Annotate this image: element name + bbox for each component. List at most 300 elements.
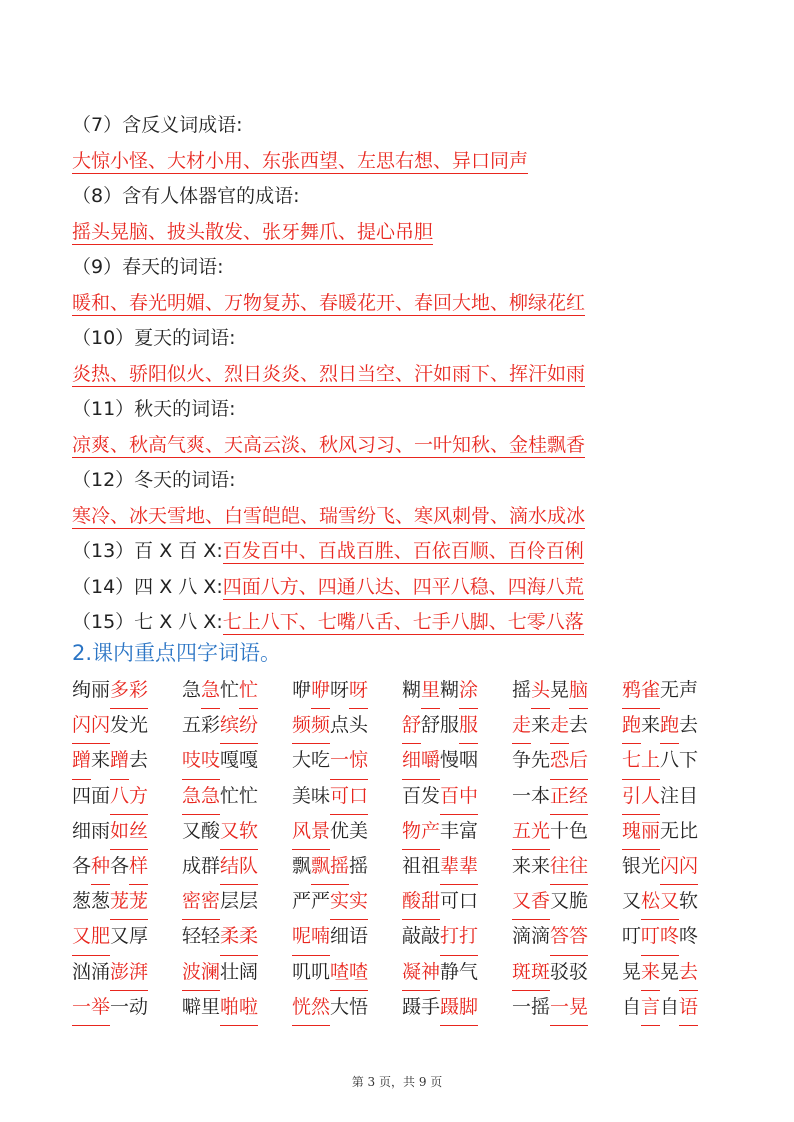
given-character: 美 bbox=[292, 784, 312, 807]
category-heading: （15）七 X 八 X: bbox=[72, 611, 223, 633]
given-character: 飘 bbox=[292, 854, 312, 877]
filled-character: 茏 bbox=[129, 884, 148, 920]
filled-character: 湃 bbox=[129, 955, 148, 991]
filled-character: 啦 bbox=[239, 990, 258, 1026]
given-character: 忙 bbox=[220, 679, 240, 701]
given-character: 晃 bbox=[622, 960, 642, 983]
word-item bbox=[292, 708, 402, 743]
filled-character: 纷 bbox=[239, 708, 258, 744]
filled-character: 实 bbox=[330, 884, 349, 920]
filled-character: 飘 bbox=[311, 849, 330, 885]
given-character: 敲 bbox=[421, 925, 441, 948]
filled-character: 八 bbox=[110, 779, 129, 815]
given-character: 手 bbox=[421, 995, 441, 1018]
filled-character: 七 bbox=[622, 743, 641, 779]
given-character: 丽 bbox=[91, 679, 111, 701]
filled-character: 一 bbox=[330, 743, 349, 779]
inline-category-row bbox=[72, 534, 732, 570]
given-character: 下 bbox=[679, 749, 699, 772]
given-character: 酸 bbox=[201, 819, 221, 842]
word-item bbox=[182, 884, 292, 919]
given-character: 发 bbox=[421, 784, 441, 807]
filled-character: 跑 bbox=[622, 708, 641, 744]
answer-text: 摇头晃脑、披头散发、张牙舞爪、提心吊胆 bbox=[72, 220, 434, 243]
given-character: 叽 bbox=[311, 960, 331, 983]
given-character: 一 bbox=[512, 995, 532, 1018]
word-item bbox=[292, 955, 402, 990]
given-character: 糊 bbox=[440, 679, 460, 701]
category-heading: （11）秋天的词语: bbox=[72, 398, 236, 420]
filled-character: 喃 bbox=[311, 919, 330, 955]
filled-character: 蹭 bbox=[110, 743, 129, 779]
given-character: 里 bbox=[201, 995, 221, 1018]
filled-character: 脑 bbox=[569, 673, 588, 709]
word-item bbox=[402, 673, 512, 708]
filled-character: 结 bbox=[220, 849, 239, 885]
word-item bbox=[182, 919, 292, 954]
category-heading: （14）四 X 八 X: bbox=[72, 575, 223, 598]
word-item bbox=[292, 814, 402, 849]
answer-text: 四面八方、四通八达、四平八稳、四海八荒 bbox=[222, 575, 584, 598]
word-item bbox=[182, 673, 292, 708]
word-item bbox=[622, 955, 732, 990]
word-item bbox=[402, 919, 512, 954]
answer-text: 暖和、春光明媚、万物复苏、春暖花开、春回大地、柳绿花红 bbox=[72, 291, 586, 314]
given-character: 驳 bbox=[569, 960, 589, 983]
word-item bbox=[402, 743, 512, 778]
word-item bbox=[402, 814, 512, 849]
given-character: 壮 bbox=[220, 960, 240, 983]
filled-character: 言 bbox=[641, 990, 660, 1026]
filled-character: 舒 bbox=[402, 708, 421, 744]
given-character: 噼 bbox=[182, 995, 202, 1018]
given-character: 吃 bbox=[311, 749, 331, 772]
given-character: 轻 bbox=[201, 925, 221, 948]
word-item bbox=[182, 955, 292, 990]
answer-text: 七上八下、七嘴八舌、七手八脚、七零八落 bbox=[222, 611, 584, 633]
given-character: 美 bbox=[349, 819, 369, 842]
word-item bbox=[622, 743, 732, 778]
filled-character: 澜 bbox=[201, 955, 220, 991]
word-item bbox=[72, 955, 182, 990]
category-heading: （9）春天的词语: bbox=[72, 256, 224, 278]
category-answer bbox=[72, 357, 732, 393]
filled-character: 服 bbox=[459, 708, 478, 744]
filled-character: 跑 bbox=[660, 708, 679, 744]
filled-character: 软 bbox=[239, 814, 258, 850]
filled-character: 急 bbox=[201, 779, 220, 815]
word-item bbox=[402, 849, 512, 884]
filled-character: 酸 bbox=[402, 884, 421, 920]
filled-character: 走 bbox=[512, 708, 531, 744]
given-character: 祖 bbox=[402, 854, 422, 877]
given-character: 百 bbox=[402, 784, 422, 807]
given-character: 滴 bbox=[531, 925, 551, 948]
given-character: 又 bbox=[622, 890, 642, 913]
given-character: 细 bbox=[330, 925, 350, 948]
filled-character: 斑 bbox=[512, 955, 531, 991]
section-2-title: 2.课内重点四字词语。 bbox=[72, 641, 282, 665]
given-character: 无 bbox=[660, 679, 680, 701]
filled-character: 凝 bbox=[402, 955, 421, 991]
filled-character: 可 bbox=[330, 779, 349, 815]
word-item bbox=[292, 779, 402, 814]
word-item bbox=[182, 814, 292, 849]
given-character: 去 bbox=[129, 749, 149, 772]
page-number-footer: 第 3 页，共 9 页 bbox=[351, 1075, 443, 1089]
filled-character: 引 bbox=[622, 779, 641, 815]
given-character: 细 bbox=[72, 819, 92, 842]
given-character: 晃 bbox=[550, 679, 570, 701]
idiom-category-list bbox=[72, 108, 732, 641]
given-character: 大 bbox=[292, 749, 312, 772]
filled-character: 咿 bbox=[311, 673, 330, 709]
filled-character: 丽 bbox=[641, 814, 660, 850]
answer-text: 大惊小怪、大材小用、东张西望、左思右想、异口同声 bbox=[72, 149, 529, 172]
filled-character: 举 bbox=[91, 990, 110, 1026]
word-item bbox=[292, 884, 402, 919]
filled-character: 上 bbox=[641, 743, 660, 779]
category-answer bbox=[72, 144, 732, 180]
word-item bbox=[512, 955, 622, 990]
word-item bbox=[512, 849, 622, 884]
filled-character: 瑰 bbox=[622, 814, 641, 850]
inline-category-row bbox=[72, 605, 732, 641]
given-character: 口 bbox=[459, 890, 479, 913]
given-character: 雨 bbox=[91, 819, 111, 842]
filled-character: 口 bbox=[349, 779, 368, 815]
word-item bbox=[72, 990, 182, 1025]
given-character: 汹 bbox=[72, 960, 92, 983]
filled-character: 呢 bbox=[292, 919, 311, 955]
given-character: 群 bbox=[201, 854, 221, 877]
word-item bbox=[622, 884, 732, 919]
word-item bbox=[292, 849, 402, 884]
filled-character: 神 bbox=[421, 955, 440, 991]
given-character: 来 bbox=[512, 854, 532, 877]
given-character: 目 bbox=[679, 784, 699, 807]
filled-character: 柔 bbox=[220, 919, 239, 955]
filled-character: 丝 bbox=[129, 814, 148, 850]
given-character: 忙 bbox=[239, 784, 259, 807]
given-character: 摇 bbox=[512, 679, 532, 701]
given-character: 叮 bbox=[622, 925, 642, 948]
filled-character: 里 bbox=[421, 673, 440, 709]
filled-character: 香 bbox=[531, 884, 550, 920]
category-answer bbox=[72, 499, 732, 535]
word-item bbox=[622, 814, 732, 849]
filled-character: 闪 bbox=[91, 708, 110, 744]
given-character: 发 bbox=[110, 714, 130, 737]
answer-text: 炎热、骄阳似火、烈日炎炎、烈日当空、汗如雨下、挥汗如雨 bbox=[72, 362, 586, 385]
category-heading: （8）含有人体器官的成语: bbox=[72, 185, 300, 207]
given-character: 一 bbox=[110, 995, 130, 1018]
word-item bbox=[512, 779, 622, 814]
given-character: 来 bbox=[531, 714, 551, 737]
filled-character: 一 bbox=[550, 990, 569, 1026]
given-character: 悟 bbox=[349, 995, 369, 1018]
given-character: 先 bbox=[531, 749, 551, 772]
given-character: 来 bbox=[91, 749, 111, 772]
given-character: 富 bbox=[459, 819, 479, 842]
given-character: 静 bbox=[440, 960, 460, 983]
given-character: 比 bbox=[679, 819, 699, 842]
given-character: 大 bbox=[330, 995, 350, 1018]
given-character: 咽 bbox=[459, 749, 479, 772]
filled-character: 物 bbox=[402, 814, 421, 850]
word-item bbox=[182, 779, 292, 814]
filled-character: 斑 bbox=[531, 955, 550, 991]
word-item bbox=[72, 708, 182, 743]
given-character: 各 bbox=[72, 854, 92, 877]
filled-character: 走 bbox=[550, 708, 569, 744]
filled-character: 蹭 bbox=[72, 743, 91, 779]
filled-character: 答 bbox=[550, 919, 569, 955]
word-item bbox=[182, 743, 292, 778]
word-item bbox=[622, 779, 732, 814]
given-character: 葱 bbox=[72, 890, 92, 913]
filled-character: 鸦 bbox=[622, 673, 641, 709]
filled-character: 惊 bbox=[349, 743, 368, 779]
given-character: 慢 bbox=[440, 749, 460, 772]
word-item bbox=[622, 990, 732, 1025]
given-character: 层 bbox=[239, 890, 259, 913]
word-item bbox=[622, 673, 732, 708]
filled-character: 又 bbox=[220, 814, 239, 850]
given-character: 绚 bbox=[72, 679, 92, 701]
word-item bbox=[72, 884, 182, 919]
filled-character: 往 bbox=[569, 849, 588, 885]
filled-character: 闪 bbox=[72, 708, 91, 744]
given-character: 急 bbox=[182, 679, 202, 701]
filled-character: 喳 bbox=[330, 955, 349, 991]
filled-character: 恐 bbox=[550, 743, 569, 779]
given-character: 面 bbox=[91, 784, 111, 807]
filled-character: 柔 bbox=[239, 919, 258, 955]
given-character: 动 bbox=[129, 995, 149, 1018]
given-character: 去 bbox=[679, 714, 699, 737]
given-character: 忙 bbox=[220, 784, 240, 807]
filled-character: 急 bbox=[182, 779, 201, 815]
filled-character: 恍 bbox=[292, 990, 311, 1026]
filled-character: 频 bbox=[311, 708, 330, 744]
word-item bbox=[402, 884, 512, 919]
filled-character: 去 bbox=[679, 955, 698, 991]
filled-character: 后 bbox=[569, 743, 588, 779]
given-character: 点 bbox=[330, 714, 350, 737]
given-character: 涌 bbox=[91, 960, 111, 983]
given-character: 来 bbox=[531, 854, 551, 877]
given-character: 丰 bbox=[440, 819, 460, 842]
given-character: 摇 bbox=[349, 854, 369, 877]
filled-character: 辈 bbox=[459, 849, 478, 885]
given-character: 又 bbox=[110, 925, 130, 948]
word-item bbox=[402, 779, 512, 814]
category-answer bbox=[72, 286, 732, 322]
filled-character: 涂 bbox=[459, 673, 478, 709]
word-item bbox=[292, 673, 402, 708]
given-character: 声 bbox=[679, 679, 699, 701]
filled-character: 然 bbox=[311, 990, 330, 1026]
word-item bbox=[512, 708, 622, 743]
filled-character: 语 bbox=[679, 990, 698, 1026]
word-item bbox=[512, 743, 622, 778]
given-character: 滴 bbox=[512, 925, 532, 948]
word-item bbox=[72, 814, 182, 849]
filled-character: 又 bbox=[660, 884, 679, 920]
given-character: 严 bbox=[292, 890, 312, 913]
given-character: 十 bbox=[550, 819, 570, 842]
filled-character: 密 bbox=[182, 884, 201, 920]
filled-character: 频 bbox=[292, 708, 311, 744]
given-character: 银 bbox=[622, 854, 642, 877]
filled-character: 中 bbox=[459, 779, 478, 815]
filled-character: 肥 bbox=[91, 919, 110, 955]
given-character: 晃 bbox=[660, 960, 680, 983]
given-character: 优 bbox=[330, 819, 350, 842]
given-character: 舒 bbox=[421, 714, 441, 737]
filled-character: 密 bbox=[201, 884, 220, 920]
filled-character: 甜 bbox=[421, 884, 440, 920]
given-character: 服 bbox=[440, 714, 460, 737]
given-character: 争 bbox=[512, 749, 532, 772]
filled-character: 队 bbox=[239, 849, 258, 885]
filled-character: 波 bbox=[182, 955, 201, 991]
filled-character: 嚼 bbox=[421, 743, 440, 779]
given-character: 糊 bbox=[402, 679, 422, 701]
filled-character: 来 bbox=[641, 955, 660, 991]
category-answer bbox=[72, 428, 732, 464]
given-character: 呀 bbox=[330, 679, 350, 701]
filled-character: 啪 bbox=[220, 990, 239, 1026]
filled-character: 闪 bbox=[679, 849, 698, 885]
given-character: 嘎 bbox=[239, 749, 259, 772]
filled-character: 光 bbox=[531, 814, 550, 850]
filled-character: 咚 bbox=[660, 919, 679, 955]
word-item bbox=[292, 743, 402, 778]
given-character: 八 bbox=[660, 749, 680, 772]
four-character-word-grid bbox=[72, 673, 732, 1025]
word-item bbox=[402, 708, 512, 743]
given-character: 光 bbox=[129, 714, 149, 737]
filled-character: 打 bbox=[440, 919, 459, 955]
filled-character: 百 bbox=[440, 779, 459, 815]
answer-text: 凉爽、秋高气爽、天高云淡、秋风习习、一叶知秋、金桂飘香 bbox=[72, 433, 586, 456]
filled-character: 细 bbox=[402, 743, 421, 779]
given-character: 层 bbox=[220, 890, 240, 913]
category-heading: （13）百 X 百 X: bbox=[72, 540, 223, 562]
word-item bbox=[622, 919, 732, 954]
filled-character: 一 bbox=[72, 990, 91, 1026]
word-item bbox=[72, 743, 182, 778]
given-character: 摇 bbox=[531, 995, 551, 1018]
given-character: 严 bbox=[311, 890, 331, 913]
word-item bbox=[292, 990, 402, 1025]
given-character: 色 bbox=[569, 819, 589, 842]
given-character: 自 bbox=[660, 995, 680, 1018]
given-character: 来 bbox=[641, 714, 661, 737]
filled-character: 彩 bbox=[129, 673, 148, 709]
given-character: 五 bbox=[182, 714, 202, 737]
inline-category-row bbox=[72, 570, 732, 606]
given-character: 又 bbox=[182, 819, 202, 842]
word-item bbox=[622, 849, 732, 884]
word-item bbox=[72, 849, 182, 884]
given-character: 味 bbox=[311, 784, 331, 807]
word-item bbox=[72, 779, 182, 814]
given-character: 无 bbox=[660, 819, 680, 842]
word-item bbox=[182, 990, 292, 1025]
given-character: 四 bbox=[72, 784, 92, 807]
given-character: 彩 bbox=[201, 714, 221, 737]
filled-character: 吱 bbox=[201, 743, 220, 779]
given-character: 气 bbox=[459, 960, 479, 983]
given-character: 光 bbox=[641, 854, 661, 877]
filled-character: 松 bbox=[641, 884, 660, 920]
word-item bbox=[512, 990, 622, 1025]
filled-character: 经 bbox=[569, 779, 588, 815]
category-heading: （7）含反义词成语: bbox=[72, 114, 243, 136]
given-character: 阔 bbox=[239, 960, 259, 983]
filled-character: 呀 bbox=[349, 673, 368, 709]
answer-text: 寒冷、冰天雪地、白雪皑皑、瑞雪纷飞、寒风刺骨、滴水成冰 bbox=[72, 504, 586, 527]
word-item bbox=[292, 919, 402, 954]
filled-character: 吱 bbox=[182, 743, 201, 779]
given-character: 驳 bbox=[550, 960, 570, 983]
filled-character: 雀 bbox=[641, 673, 660, 709]
filled-character: 多 bbox=[110, 673, 129, 709]
word-item bbox=[72, 673, 182, 708]
given-character: 叽 bbox=[292, 960, 312, 983]
answer-text: 百发百中、百战百胜、百依百顺、百伶百俐 bbox=[222, 540, 584, 562]
filled-character: 蹑 bbox=[440, 990, 459, 1026]
filled-character: 人 bbox=[641, 779, 660, 815]
filled-character: 如 bbox=[110, 814, 129, 850]
word-item bbox=[402, 955, 512, 990]
filled-character: 晃 bbox=[569, 990, 588, 1026]
category-answer bbox=[72, 215, 732, 251]
filled-character: 喳 bbox=[349, 955, 368, 991]
given-character: 成 bbox=[182, 854, 202, 877]
filled-character: 摇 bbox=[330, 849, 349, 885]
given-character: 厚 bbox=[129, 925, 149, 948]
filled-character: 五 bbox=[512, 814, 531, 850]
filled-character: 答 bbox=[569, 919, 588, 955]
filled-character: 澎 bbox=[110, 955, 129, 991]
given-character: 软 bbox=[679, 890, 699, 913]
filled-character: 景 bbox=[311, 814, 330, 850]
filled-character: 头 bbox=[531, 673, 550, 709]
given-character: 嘎 bbox=[220, 749, 240, 772]
word-item bbox=[72, 919, 182, 954]
filled-character: 正 bbox=[550, 779, 569, 815]
word-item bbox=[402, 990, 512, 1025]
filled-character: 辈 bbox=[440, 849, 459, 885]
filled-character: 缤 bbox=[220, 708, 239, 744]
filled-character: 急 bbox=[201, 673, 220, 709]
filled-character: 实 bbox=[349, 884, 368, 920]
word-item bbox=[622, 708, 732, 743]
filled-character: 茏 bbox=[110, 884, 129, 920]
given-character: 头 bbox=[349, 714, 369, 737]
given-character: 咚 bbox=[679, 925, 699, 948]
filled-character: 又 bbox=[512, 884, 531, 920]
given-character: 敲 bbox=[402, 925, 422, 948]
given-character: 蹑 bbox=[402, 995, 422, 1018]
given-character: 葱 bbox=[91, 890, 111, 913]
given-character: 咿 bbox=[292, 679, 312, 701]
filled-character: 方 bbox=[129, 779, 148, 815]
